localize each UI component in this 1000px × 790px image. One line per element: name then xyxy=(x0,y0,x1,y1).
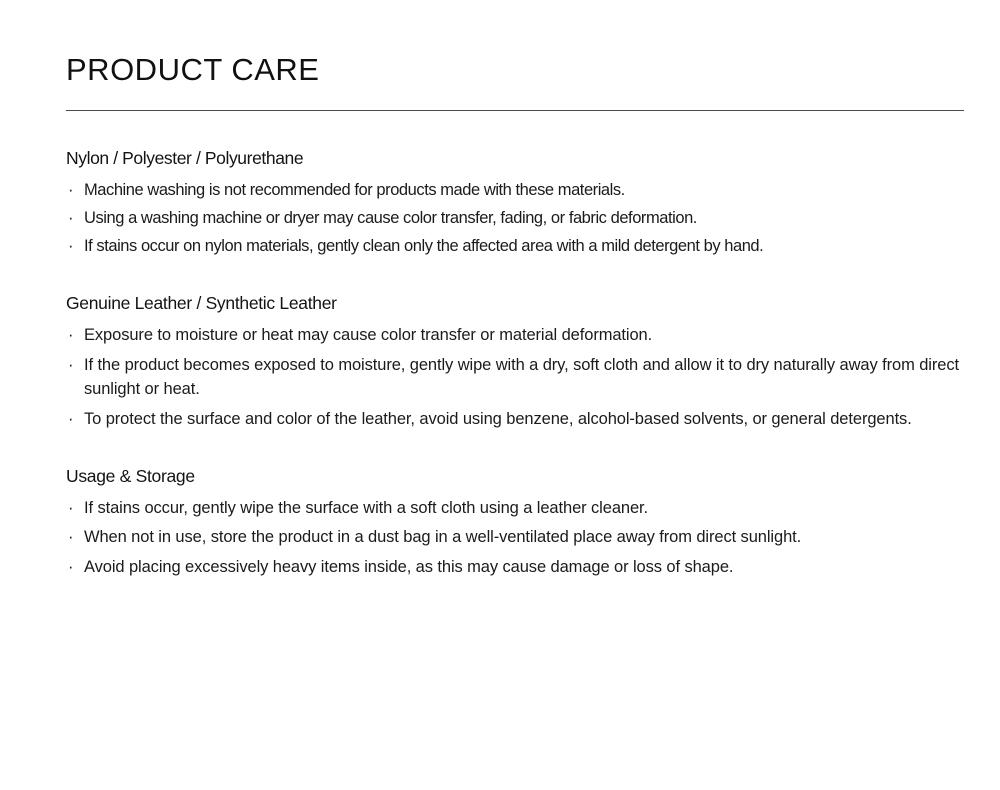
section-heading: Nylon / Polyester / Polyurethane xyxy=(66,148,304,169)
section-heading: Usage & Storage xyxy=(66,465,195,486)
list-item xyxy=(66,179,964,203)
bullet-dot-icon: · xyxy=(68,181,74,200)
list-item xyxy=(66,207,964,231)
list-item-text: If stains occur on nylon materials, gently clean only the affected area with a mild detergent by hand. xyxy=(84,236,764,255)
list-item xyxy=(66,354,964,402)
bullet-dot-icon: · xyxy=(68,236,74,255)
section-usage-storage xyxy=(66,466,964,581)
list-item-text: Using a washing machine or dryer may cause color transfer, fading, or fabric deformation. xyxy=(84,209,697,228)
list-item-text: Exposure to moisture or heat may cause color transfer or material deformation. xyxy=(84,325,653,344)
bullet-dot-icon: · xyxy=(68,498,74,517)
bullet-dot-icon: · xyxy=(68,355,74,374)
list-item xyxy=(66,324,964,348)
list-item xyxy=(66,408,964,432)
page-title: PRODUCT CARE xyxy=(66,52,320,87)
list-item-text: To protect the surface and color of the leather, avoid using benzene, alcohol-based solvents, or general detergents. xyxy=(84,409,912,428)
list-item xyxy=(66,235,964,259)
list-item xyxy=(66,526,964,550)
bullet-list xyxy=(66,497,964,581)
bullet-dot-icon: · xyxy=(68,528,74,547)
list-item-text: Machine washing is not recommended for products made with these materials. xyxy=(84,181,625,200)
list-item-text: When not in use, store the product in a dust bag in a well-ventilated place away from direct sunlight. xyxy=(84,528,802,547)
section-nylon-polyester-polyurethane xyxy=(66,148,964,259)
bullet-dot-icon: · xyxy=(68,325,74,344)
bullet-list xyxy=(66,179,964,259)
list-item-text: If stains occur, gently wipe the surface with a soft cloth using a leather cleaner. xyxy=(84,498,649,517)
list-item-text: Avoid placing excessively heavy items inside, as this may cause damage or loss of shape. xyxy=(84,558,734,577)
section-heading: Genuine Leather / Synthetic Leather xyxy=(66,292,337,313)
list-item-text: If the product becomes exposed to moisture, gently wipe with a dry, soft cloth and allow it to dry naturally away from direct sunlight or heat. xyxy=(84,355,959,398)
list-item xyxy=(66,497,964,521)
section-genuine-synthetic-leather xyxy=(66,293,964,432)
title-divider xyxy=(66,110,964,111)
bullet-dot-icon: · xyxy=(68,209,74,228)
bullet-dot-icon: · xyxy=(68,409,74,428)
bullet-dot-icon: · xyxy=(68,558,74,577)
list-item xyxy=(66,556,964,580)
care-content xyxy=(36,148,964,580)
bullet-list xyxy=(66,324,964,432)
